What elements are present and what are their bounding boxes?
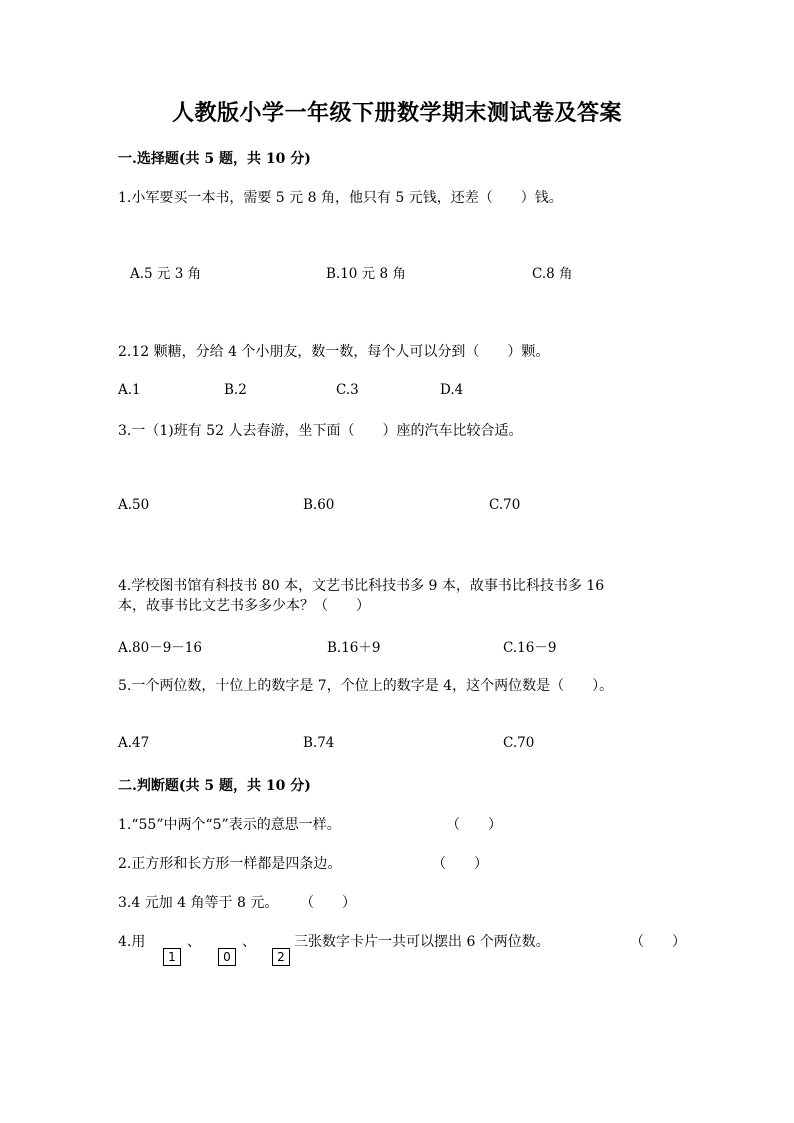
card-separator-1: 、 xyxy=(187,934,201,950)
judgment-2-text: 2.正方形和长方形一样都是四条边。 xyxy=(118,856,342,872)
question-5-text: 5.一个两位数，十位上的数字是 7，个位上的数字是 4，这个两位数是（ ）。 xyxy=(118,678,614,694)
document-title: 人教版小学一年级下册数学期末测试卷及答案 xyxy=(171,100,622,126)
judgment-2-paren: （ ） xyxy=(432,856,488,872)
question-3-option-c: C.70 xyxy=(489,497,521,513)
question-3-option-a: A.50 xyxy=(118,497,150,513)
question-2-option-d: D.4 xyxy=(440,382,464,398)
digit-card-0: 0 xyxy=(218,948,236,966)
question-1-option-c: C.8 角 xyxy=(532,266,573,282)
digit-card-1: 1 xyxy=(163,948,181,966)
section-heading-judgment: 二.判断题(共 5 题，共 10 分) xyxy=(118,778,311,794)
question-2-option-b: B.2 xyxy=(224,382,247,398)
judgment-4-prefix: 4.用 xyxy=(118,934,146,950)
question-3-option-b: B.60 xyxy=(303,497,335,513)
question-1-option-a: A.5 元 3 角 xyxy=(130,266,202,282)
question-2-text: 2.12 颗糖，分给 4 个小朋友，数一数，每个人可以分到（ ）颗。 xyxy=(118,344,550,360)
question-4-text-line1: 4.学校图书馆有科技书 80 本，文艺书比科技书多 9 本，故事书比科技书多 16 xyxy=(118,578,605,594)
judgment-1-paren: （ ） xyxy=(446,817,502,833)
question-5-option-c: C.70 xyxy=(503,735,535,751)
question-4-option-b: B.16＋9 xyxy=(327,640,381,656)
judgment-1-text: 1.“55”中两个“5”表示的意思一样。 xyxy=(118,817,341,833)
question-4-option-a: A.80－9－16 xyxy=(118,640,202,656)
question-5-option-a: A.47 xyxy=(118,735,150,751)
judgment-4-paren: （ ） xyxy=(630,934,686,950)
judgment-4-suffix: 三张数字卡片一共可以摆出 6 个两位数。 xyxy=(294,934,550,950)
card-separator-2: 、 xyxy=(242,934,256,950)
digit-card-2: 2 xyxy=(272,948,290,966)
question-3-text: 3.一（1)班有 52 人去春游，坐下面（ ）座的汽车比较合适。 xyxy=(118,423,523,439)
question-2-option-a: A.1 xyxy=(118,382,141,398)
judgment-3-text: 3.4 元加 4 角等于 8 元。 xyxy=(118,895,279,911)
question-1-text: 1.小军要买一本书，需要 5 元 8 角，他只有 5 元钱，还差（ ）钱。 xyxy=(118,190,563,206)
question-4-option-c: C.16－9 xyxy=(503,640,557,656)
question-5-option-b: B.74 xyxy=(303,735,335,751)
question-4-text-line2: 本，故事书比文艺书多多少本？（ ） xyxy=(118,598,370,614)
judgment-3-paren: （ ） xyxy=(300,895,356,911)
section-heading-choice: 一.选择题(共 5 题，共 10 分) xyxy=(118,151,311,167)
question-2-option-c: C.3 xyxy=(336,382,359,398)
question-1-option-b: B.10 元 8 角 xyxy=(326,266,406,282)
